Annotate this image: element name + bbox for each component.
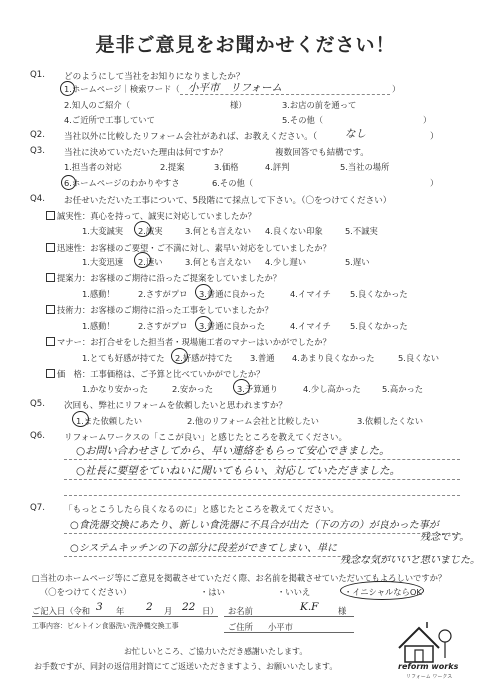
publish-opt-yes: ・はい — [200, 587, 225, 597]
q5-opt2: 2.他のリフォーム会社と比較したい — [187, 416, 319, 426]
q4-item6-opt5: 5.高かった — [382, 384, 424, 394]
q4-item1-opt2: 2.誠実 — [138, 226, 163, 236]
q4-item5-opt5: 5.良くない — [398, 353, 440, 363]
publish-question: □当社のホームページ等にご意見を掲載させていただく際、お名前を掲載させていただいてもよろしいですか？ — [32, 573, 447, 583]
q2-label: Q2. — [30, 130, 45, 140]
checkbox-icon — [46, 211, 55, 220]
checkbox-icon — [46, 369, 55, 378]
q7-answer2b: 残念な気がいいと思いました。 — [340, 555, 480, 566]
q4-item6-opt2: 2.安かった — [172, 384, 214, 394]
checkbox-icon — [46, 337, 55, 346]
q7-text: 「もっとこうしたら良くなるのに」と感じたところを教えてください。 — [64, 505, 340, 515]
q7-answer1b: 残念です。 — [420, 532, 470, 543]
q6-text: リフォームワークスの「ここが良い」と感じたところを教えてください。 — [64, 433, 348, 443]
date-year-unit: 年 — [116, 606, 125, 616]
address-label: ご住所 — [228, 622, 253, 632]
q4-item4-circle — [195, 316, 212, 332]
q3-text: 当社に決めていただいた理由は何ですか？ — [64, 148, 228, 158]
q1-opt2-close: 様） — [230, 100, 247, 110]
q7-line1 — [64, 533, 460, 534]
work-label: 工事内容：ビルトイン食器洗い洗浄機交換工事 — [32, 622, 179, 630]
q5-circle — [72, 411, 89, 427]
q4-item5-opt3: 3.普通 — [250, 353, 275, 363]
q4-item6-opt1: 1.かなり安かった — [82, 384, 148, 394]
q1-opt3: 3.お店の前を通って — [282, 100, 357, 110]
q4-item5-circle — [171, 348, 188, 364]
q4-label: Q4. — [30, 194, 45, 204]
date-month-unit: 月 — [164, 606, 173, 616]
checkbox-icon — [46, 273, 55, 282]
date-year: 3 — [96, 601, 103, 613]
q3-opt6: 6.ホームページのわかりやすさ — [64, 178, 180, 188]
q4-item5-opt1: 1.とても好感が持てた — [82, 353, 165, 363]
q2-text: 当社以外に比較したリフォーム会社があれば、お教えください。（ — [64, 132, 318, 142]
date-day: 22 — [182, 601, 196, 613]
q4-item2-opt1: 1.大変迅速 — [82, 257, 124, 267]
q5-label: Q5. — [30, 399, 45, 409]
q4-item4-opt4: 4.イマイチ — [290, 321, 331, 331]
q7-label: Q7. — [30, 503, 45, 513]
q4-item6-heading: 価 格：工事価格は、ご予算と比べていかがでしたか？ — [46, 368, 264, 380]
q3-note: 複数回答でも結構です。 — [275, 148, 369, 158]
q4-item1-opt4: 4.良くない印象 — [265, 226, 323, 236]
q6-line1 — [64, 459, 460, 460]
q4-item4-opt3: 3.普通に良かった — [199, 321, 265, 331]
name-value: K.F — [300, 601, 319, 613]
name-label: お名前 — [228, 606, 253, 616]
q1-opt5-close: ） — [423, 115, 432, 125]
q4-item1-opt1: 1.大変誠実 — [82, 226, 124, 236]
q6-answer1: ○お問い合わせさしてから、早い連絡をもらって安心できました。 — [76, 445, 390, 457]
q4-item6-opt3: 3.予算通り — [237, 384, 279, 394]
q4-item3-heading: 提案力：お客様のご期待に沿ったご提案をしていましたか？ — [46, 272, 281, 284]
q4-text: お任せいただいた工事について、5段階にて採点して下さい。（〇をつけてください） — [64, 196, 392, 206]
publish-opt-no: ・いいえ — [277, 587, 311, 597]
q3-opt3: 3.価格 — [214, 162, 239, 172]
q4-item2-opt4: 4.少し遅い — [265, 257, 307, 267]
date-day-unit: 日） — [202, 606, 219, 616]
publish-opt-initial: ・イニシャルならOK — [344, 587, 422, 597]
q1-opt2: 2.知人のご紹介（ — [64, 100, 130, 110]
q5-opt1: 1.また依頼したい — [76, 416, 142, 426]
q1-opt1: 1.ホームページ｜検索ワード（ — [64, 84, 180, 94]
q4-item4-opt5: 5.良くなかった — [350, 321, 408, 331]
q1-opt5: 5.その他（ — [282, 115, 324, 125]
publish-circle — [340, 581, 424, 600]
q4-item5-opt4: 4.あまり良くなかった — [292, 353, 375, 363]
q4-item2-opt5: 5.遅い — [345, 257, 370, 267]
q4-item5-heading: マナー：お打合せをした担当者・現場施工者のマナーはいかがでしたか？ — [46, 336, 331, 348]
q1-opt4: 4.ご近所で工事していて — [64, 115, 155, 125]
q6-answer2: ○社長に要望をていねいに聞いてもらい、対応していただきました。 — [76, 465, 401, 477]
q3-opt2: 2.提案 — [160, 162, 185, 172]
q4-item4-opt2: 2.さすがプロ — [138, 321, 188, 331]
q4-item2-circle — [134, 252, 151, 268]
q4-item2-opt2: 2.速い — [138, 257, 163, 267]
checkbox-icon — [46, 305, 55, 314]
date-label: ご記入日（令和 — [32, 606, 91, 616]
date-month: 2 — [146, 601, 153, 613]
q3-opt4: 4.評判 — [265, 162, 290, 172]
q4-item1-opt5: 5.不誠実 — [345, 226, 378, 236]
q3-opt-other-close: ） — [430, 178, 439, 188]
q3-label: Q3. — [30, 146, 45, 156]
address-line — [224, 632, 354, 633]
q5-opt3: 3.依頼したくない — [357, 416, 423, 426]
q1-label: Q1. — [30, 70, 45, 80]
q1-text: どのようにして当社をお知りになりましたか？ — [64, 72, 245, 82]
q4-item1-heading: 誠実性：真心を持って、誠実に対応していましたか？ — [46, 210, 256, 222]
footer-line1: お忙しいところ、ご協力いただき感謝いたします。 — [124, 647, 308, 656]
q4-item3-opt4: 4.イマイチ — [290, 289, 331, 299]
q3-opt-other: 6.その他（ — [212, 178, 254, 188]
q1-opt1-close: ） — [392, 84, 401, 94]
name-suffix: 様 — [338, 606, 347, 616]
logo-text: reform works — [398, 662, 459, 671]
q1-opt1-circle — [60, 81, 75, 96]
q2-answer: なし — [345, 128, 366, 140]
q4-item3-circle — [195, 284, 212, 300]
q4-item1-opt3: 3.何とも言えない — [185, 226, 251, 236]
q4-item3-opt5: 5.良くなかった — [350, 289, 408, 299]
q6-label: Q6. — [30, 431, 45, 441]
address-value: 小平市 — [268, 622, 293, 632]
q2-close: ） — [430, 132, 439, 142]
q5-text: 次回も、弊社にリフォームを依頼したいと思われますか？ — [64, 401, 288, 411]
q4-item3-opt2: 2.さすがプロ — [138, 289, 188, 299]
page-title: 是非ご意見をお聞かせください！ — [95, 34, 396, 56]
publish-sub: （〇をつけてください） — [40, 587, 132, 597]
q4-item2-opt3: 3.何とも言えない — [185, 257, 251, 267]
date-line — [32, 616, 218, 617]
q4-item6-circle — [233, 379, 250, 395]
q4-item4-heading: 技術力：お客様のご期待に沿った工事をしていましたか？ — [46, 304, 273, 316]
q4-item3-opt1: 1.感動！ — [82, 289, 115, 299]
q7-line2 — [64, 556, 460, 557]
q1-opt1-line — [180, 94, 390, 95]
q1-opt1-answer: 小平市 リフォーム — [188, 82, 282, 94]
q4-item5-opt2: 2.好感が持てた — [175, 353, 233, 363]
logo-sub: リフォーム ワークス — [406, 674, 453, 680]
q4-item1-circle — [134, 221, 151, 237]
q4-item6-opt4: 4.少し高かった — [303, 384, 361, 394]
checkbox-icon — [46, 243, 55, 252]
name-line — [224, 616, 354, 617]
q4-item3-opt3: 3.普通に良かった — [199, 289, 265, 299]
q6-line2 — [64, 479, 460, 480]
q4-item2-heading: 迅速性：お客様のご要望・ご不満に対し、素早い対応をしていましたか？ — [46, 242, 331, 254]
q7-answer1: ○食洗器交換にあたり、新しい食洗器に不具合が出た（下の方の）が良かった事が — [70, 520, 439, 531]
q3-opt1: 1.担当者の対応 — [64, 162, 122, 172]
q3-opt6-circle — [61, 175, 76, 190]
q3-opt5: 5.当社の場所 — [340, 162, 390, 172]
footer-line2: お手数ですが、同封の返信用封筒にてご返送いただきますよう、お願いいたします。 — [34, 662, 338, 671]
q7-answer2: ○システムキッチンの下の部分に段差ができてしまい、単に — [70, 543, 338, 554]
q4-item4-opt1: 1.感動！ — [82, 321, 115, 331]
q6-line3 — [64, 495, 460, 496]
